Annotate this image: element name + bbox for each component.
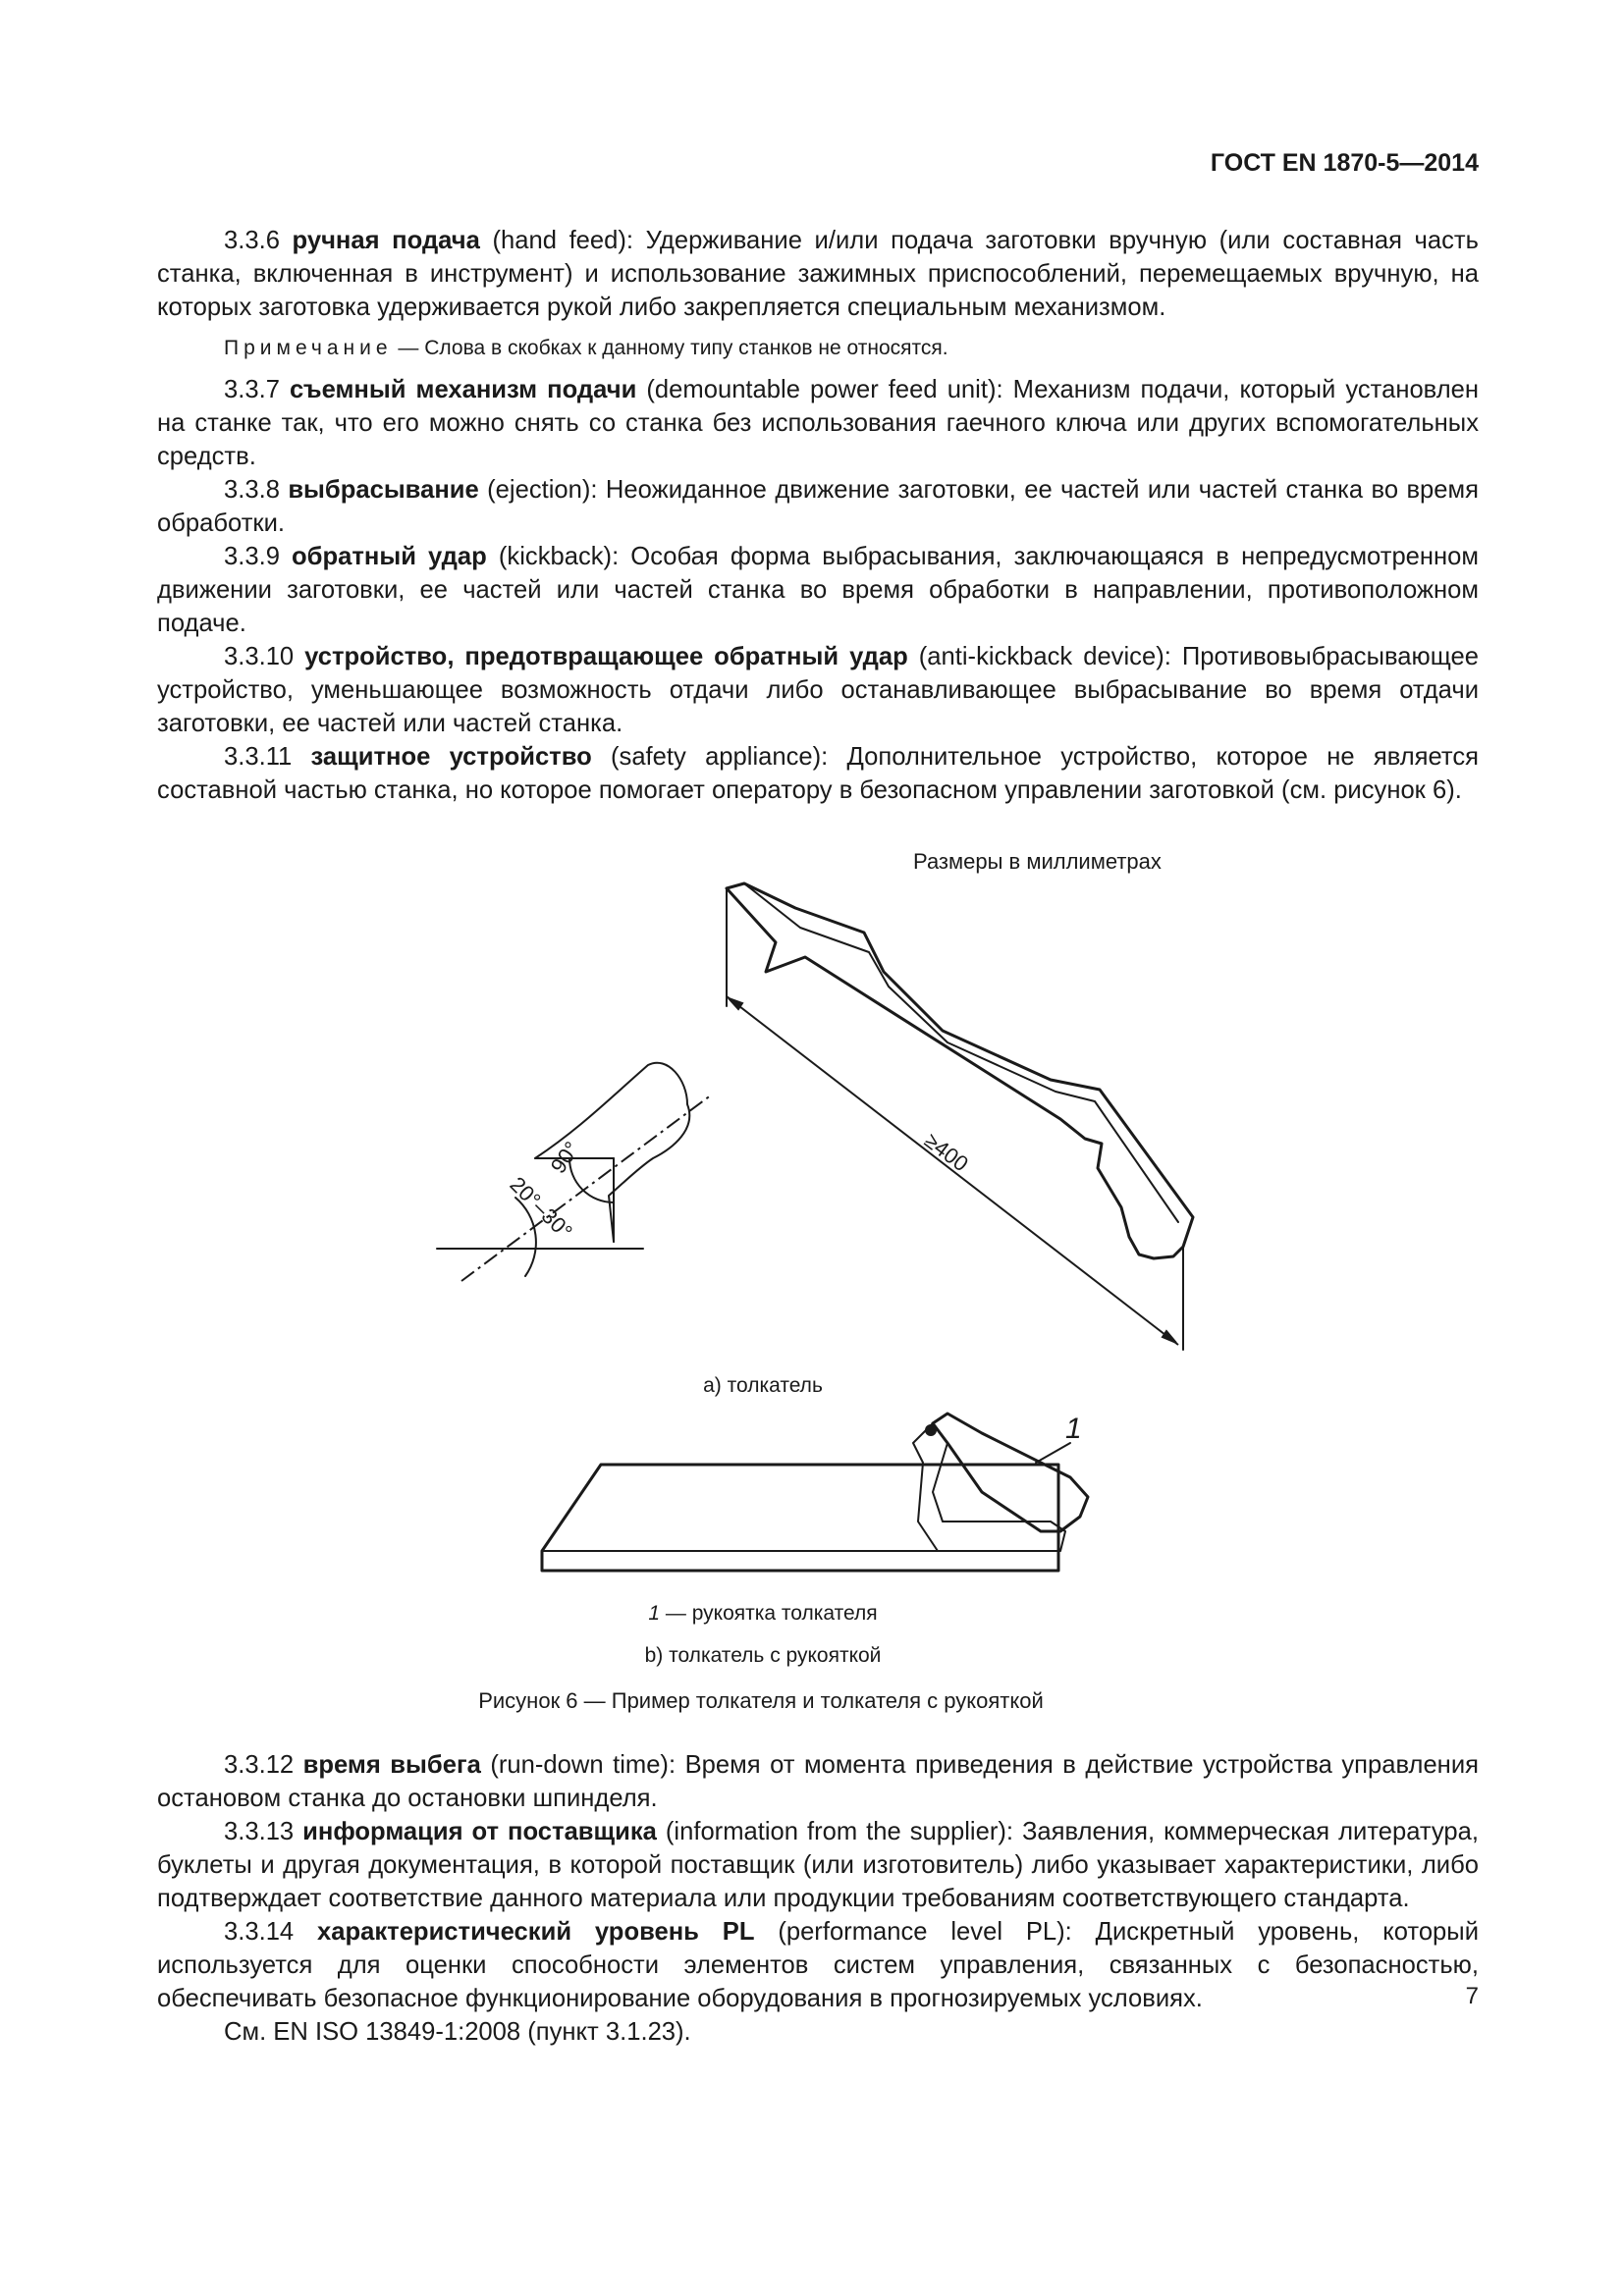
- reference-line: См. EN ISO 13849-1:2008 (пункт 3.1.23).: [224, 2018, 691, 2046]
- term: обратный удар: [292, 543, 487, 570]
- term: информация от поставщика: [302, 1818, 657, 1845]
- term: устройство, предотвращающее обратный удар: [304, 643, 908, 670]
- definition-text: (safety appliance): Дополнительное устройство, которое не является составной частью станка, но которое помогает оператору в безопасном управлении заготовкой (см. рисунок 6).: [157, 743, 1479, 804]
- legend-number: 1: [648, 1602, 661, 1625]
- caption-a: а) толкатель: [703, 1374, 823, 1397]
- term: характеристический уровень PL: [317, 1918, 755, 1946]
- angle-range-label: 20°–30°: [505, 1171, 577, 1245]
- clause-number: 3.3.12: [224, 1751, 303, 1779]
- definition-text: (hand feed): Удерживание и/или подача заготовки вручную (или составная часть станка, включенная в инструмент) и использование зажимных приспособлений, перемещаемых вручную, на которых заготовка удерживается рукой либо закрепляется специальным механизмом.: [157, 227, 1479, 321]
- definition-text: (anti-kickback device): Противовыбрасывающее устройство, уменьшающее возможность отдачи либо останавливающее выбрасывание во время отдачи заготовки, ее частей или частей станка.: [157, 643, 1479, 737]
- definition-text: (demountable power feed unit): Механизм подачи, который установлен на станке так, что его можно снять со станка без использования гаечного ключа или других вспомогательных средств.: [157, 376, 1479, 470]
- dimension-arrow-start: [729, 998, 742, 1009]
- clause-number: 3.3.8: [224, 476, 289, 504]
- figure-title: Рисунок 6 — Пример толкателя и толкателя с рукояткой: [478, 1688, 1044, 1713]
- note-text: — Слова в скобках к данному типу станков не относятся.: [392, 337, 948, 359]
- term: защитное устройство: [310, 743, 592, 771]
- dimension-label: ≥400: [919, 1128, 973, 1177]
- clause-number: 3.3.14: [224, 1918, 318, 1946]
- legend-text: — рукоятка толкателя: [660, 1602, 878, 1625]
- clause-number: 3.3.11: [224, 743, 311, 771]
- callout-1: 1: [1065, 1413, 1082, 1445]
- clause-number: 3.3.9: [224, 543, 293, 570]
- page-number: 7: [1465, 1983, 1479, 2009]
- clause-number: 3.3.6: [224, 227, 293, 254]
- definition-text: (information from the supplier): Заявления, коммерческая литература, буклеты и другая документация, в которой поставщик (или изготовитель) либо указывает характеристики, либо подтверждает соответствие данного материала или продукции требованиям соответствующего стандарта.: [157, 1818, 1479, 1912]
- figure-units-note: Размеры в миллиметрах: [913, 849, 1162, 874]
- push-stick-outline: [727, 883, 1193, 1258]
- handle-callout-line: [1036, 1443, 1070, 1463]
- term: выбрасывание: [288, 476, 479, 504]
- clause-number: 3.3.13: [224, 1818, 303, 1845]
- definition-3-3-13: [157, 1815, 1479, 1915]
- definition-text: (run-down time): Время от момента приведения в действие устройства управления остановом станка до остановки шпинделя.: [157, 1751, 1479, 1812]
- term: ручная подача: [292, 227, 480, 254]
- caption-b: b) толкатель с рукояткой: [644, 1644, 882, 1667]
- term: время выбега: [302, 1751, 481, 1779]
- definition-text: (ejection): Неожиданное движение заготовки, ее частей или частей станка во время обработки.: [157, 476, 1479, 537]
- definition-3-3-14: [157, 1915, 1479, 2015]
- angle-detail-centerline: [461, 1095, 712, 1281]
- note-label: Примечание: [224, 337, 393, 359]
- dimension-arrow-end: [1163, 1331, 1176, 1343]
- figure-legend: [0, 1602, 1575, 1626]
- angle-90-label: 90°: [545, 1137, 585, 1178]
- clause-number: 3.3.10: [224, 643, 305, 670]
- definition-text: (kickback): Особая форма выбрасывания, заключающаяся в непредусмотренном движении заготовки, ее частей или частей станка во время обработки в направлении, противоположном подаче.: [157, 543, 1480, 637]
- board-outline: [542, 1465, 1058, 1571]
- term: съемный механизм подачи: [290, 376, 637, 403]
- clause-number: 3.3.7: [224, 376, 291, 403]
- definition-3-3-12: [157, 1748, 1479, 1815]
- handle-pivot: [925, 1424, 937, 1436]
- definitions-bottom: [157, 1748, 1479, 2049]
- definition-text: (performance level PL): Дискретный уровень, который используется для оценки способности элементов систем управления, связанных с безопасностью, обеспечивать безопасное функционирование оборудования в прогнозируемых условиях.: [157, 1918, 1479, 2012]
- document-header: ГОСТ EN 1870-5—2014: [1210, 149, 1479, 177]
